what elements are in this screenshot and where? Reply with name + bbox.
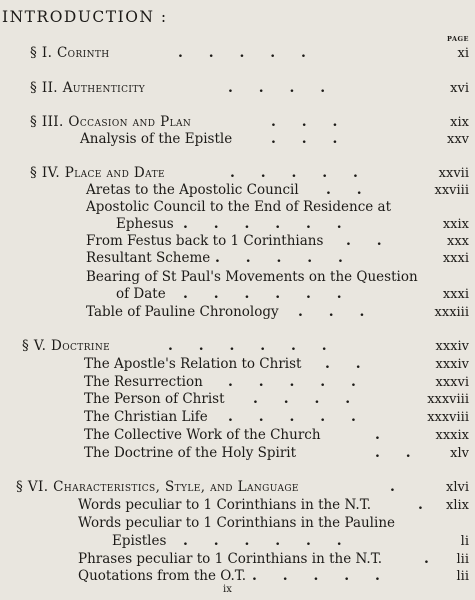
page-column-label: PAGE [447,35,469,43]
toc-entry-page: xxxiv [435,339,469,354]
toc-entry-page: xxxvi [435,375,469,390]
toc-entry-label: Epistles [112,533,167,549]
toc-entry-label: The Resurrection [84,374,203,390]
leader-dots: . . . [271,114,338,130]
toc-entry-page: xlv [450,446,469,461]
toc-entry-label: of Date [116,286,166,302]
leader-dots: . [418,497,423,513]
leader-dots: . . . . . . [183,533,342,549]
toc-entry-page: xxxiv [435,357,469,372]
toc-entry-page: xxxi [442,251,469,266]
leader-dots: . . . . . [228,409,356,425]
leader-dots: . . . . . [215,250,343,266]
page-number: ix [223,584,232,595]
toc-entry-label: § I. Corinth [30,45,110,61]
toc-entry-page: xxvii [438,166,469,181]
toc-entry-label: From Festus back to 1 Corinthians [86,233,324,249]
toc-entry-page: xxix [442,217,469,232]
toc-entry-label: Phrases peculiar to 1 Corinthians in the N.T. [78,551,383,567]
toc-entry-label: § VI. Characteristics, Style, and Language [16,479,299,495]
leader-dots: . . . . . [252,568,380,584]
toc-entry-label: § III. Occasion and Plan [30,114,192,130]
leader-dots: . [390,479,395,495]
leader-dots: . . . . . . [183,286,342,302]
toc-entry-page: xxxix [435,428,469,443]
toc-entry-label: The Doctrine of the Holy Spirit [84,445,297,461]
toc-entry-page: xxxiii [434,305,469,320]
toc-entry-label: The Collective Work of the Church [84,427,321,443]
leader-dots: . . . . . [230,165,358,181]
toc-entry-page: xxxviii [427,392,469,407]
toc-entry-page: xxviii [434,183,469,198]
toc-entry-label: Ephesus [116,216,174,232]
leader-dots: . [375,427,380,443]
toc-entry-label: The Christian Life [84,409,208,425]
toc-entry-label: Table of Pauline Chronology [86,304,279,320]
toc-entry-label: Words peculiar to 1 Corinthians in the N.T. [78,497,372,513]
toc-entry-page: li [460,534,469,549]
toc-entry-page: xxxi [442,287,469,302]
leader-dots: . . [375,445,411,461]
toc-entry-label: Quotations from the O.T. [78,568,247,584]
leader-dots: . . . [271,131,338,147]
toc-entry-page: xvi [450,81,469,96]
leader-dots: . . . . . [178,45,306,61]
toc-entry-page: lii [456,569,469,584]
toc-entry-page: xix [450,115,469,130]
toc-entry-label: § II. Authenticity [30,80,146,96]
toc-entry-page: xxx [447,234,469,249]
toc-entry-page: xlix [446,498,469,513]
leader-dots: . . . . [228,80,326,96]
toc-entry-page: xxv [446,132,469,147]
toc-entry-label: § V. Doctrine [22,338,111,354]
contents-heading: INTRODUCTION : [2,8,168,26]
toc-entry-label: § IV. Place and Date [30,165,165,181]
leader-dots: . . . . . [228,374,356,390]
leader-dots: . . [346,233,382,249]
toc-entry-label: The Apostle's Relation to Christ [84,356,302,372]
leader-dots: . [424,551,429,567]
leader-dots: . . [325,356,361,372]
leader-dots: . . . . [253,391,351,407]
toc-entry-page: xi [457,46,469,61]
toc-entry-page: xxxviii [427,410,469,425]
toc-entry-label: Bearing of St Paul's Movements on the Question [86,269,418,285]
toc-entry-label: Apostolic Council to the End of Residence at [86,199,392,215]
leader-dots: . . . [298,304,365,320]
leader-dots: . . . . . . [168,338,327,354]
toc-entry-label: Aretas to the Apostolic Council [86,182,299,198]
toc-entry-label: The Person of Christ [84,391,225,407]
toc-entry-page: lii [456,552,469,567]
toc-entry-label: Resultant Scheme [86,250,211,266]
leader-dots: . . . . . . [183,216,342,232]
toc-entry-label: Analysis of the Epistle [80,131,233,147]
toc-entry-page: xlvi [446,480,469,495]
toc-entry-label: Words peculiar to 1 Corinthians in the Pauline [78,515,396,531]
leader-dots: . . [326,182,362,198]
